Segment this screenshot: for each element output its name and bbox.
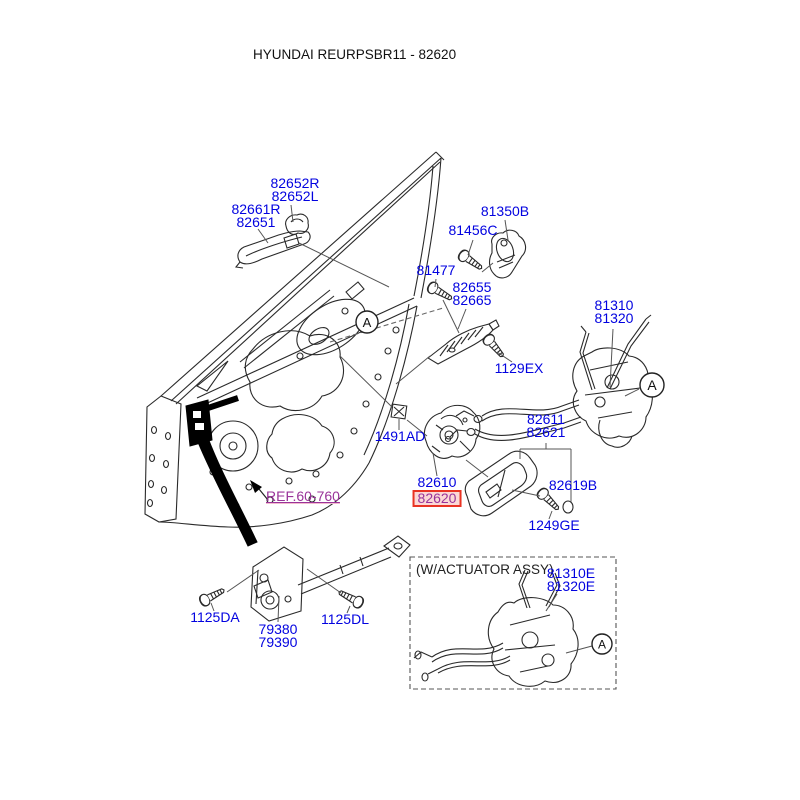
detail-marker-latch — [640, 373, 664, 397]
bolt-1125DL — [336, 587, 365, 610]
part-label-82610-82620[interactable] — [413, 476, 462, 507]
inner-handle-art — [424, 405, 479, 458]
part-code[interactable]: 81310 — [594, 297, 634, 313]
detail-marker-door — [356, 311, 378, 333]
part-label-82652[interactable] — [270, 177, 319, 203]
part-code[interactable]: 82661R — [231, 201, 281, 217]
page-title: HYUNDAI REURPSBR11 - 82620 — [253, 47, 457, 62]
actuator-box-title: (W/ACTUATOR ASSY) — [416, 562, 554, 577]
inner-handle-clip-art — [391, 404, 407, 419]
part-label-1125DL[interactable] — [321, 613, 369, 626]
part-code[interactable]: 81350B — [480, 203, 530, 219]
part-label-79380[interactable] — [259, 623, 298, 649]
part-label-81310[interactable] — [595, 299, 634, 325]
bezel-art — [465, 451, 537, 516]
part-label-1129EX[interactable] — [495, 362, 544, 375]
part-code[interactable]: 79390 — [258, 634, 298, 650]
part-code[interactable]: 81456C — [448, 222, 498, 238]
part-label-82611[interactable] — [527, 413, 566, 439]
screw-81456C — [456, 248, 485, 273]
bolt-1125DA — [198, 585, 227, 608]
part-code[interactable]: 81320E — [546, 578, 596, 594]
part-label-82619B[interactable] — [549, 479, 597, 492]
part-code[interactable]: 82651 — [236, 214, 276, 230]
part-code[interactable]: 82655 — [452, 279, 492, 295]
part-label-82655[interactable] — [453, 281, 492, 307]
screw-81477 — [426, 280, 455, 304]
part-code[interactable]: 82610 — [417, 474, 457, 490]
part-code[interactable]: 82611 — [527, 411, 565, 427]
part-code[interactable]: 82621 — [526, 424, 566, 440]
svg-text:A: A — [597, 637, 607, 652]
part-code[interactable]: 81310E — [546, 565, 596, 581]
part-code[interactable]: 82665 — [452, 292, 492, 308]
part-code[interactable]: 82652R — [270, 175, 320, 191]
door-checker-art — [251, 536, 410, 621]
part-label-1125DA[interactable] — [190, 611, 240, 624]
part-label-81350B[interactable] — [481, 205, 529, 218]
svg-text:A: A — [647, 377, 657, 393]
part-code[interactable]: 1125DL — [320, 611, 370, 627]
part-label-81456C[interactable] — [448, 224, 497, 237]
door-latch-black-art — [186, 398, 257, 546]
part-code[interactable]: 79380 — [258, 621, 298, 637]
ref-link[interactable]: REF.60-760 — [266, 488, 340, 504]
bezel-clip-art — [563, 501, 573, 513]
svg-text:A: A — [362, 315, 372, 330]
outer-handle-art — [236, 231, 310, 268]
part-code[interactable]: 81477 — [416, 262, 456, 278]
detail-marker-actuator — [592, 634, 612, 654]
part-code[interactable]: 81320 — [594, 310, 634, 326]
part-code[interactable]: 1125DA — [190, 609, 240, 625]
part-label-81477[interactable] — [417, 264, 456, 277]
part-code[interactable]: 82652L — [271, 188, 319, 204]
door-panel-art — [145, 152, 444, 527]
part-label-82661[interactable] — [231, 203, 280, 229]
part-code[interactable]: 82619B — [548, 477, 598, 493]
part-code[interactable]: 1249GE — [528, 517, 580, 533]
highlighted-part-code[interactable]: 82620 — [413, 490, 462, 507]
part-label-1491AD[interactable] — [375, 430, 426, 443]
part-label-81310E[interactable] — [547, 567, 595, 593]
part-label-1249GE[interactable] — [528, 519, 579, 532]
part-code[interactable]: 1129EX — [494, 360, 544, 376]
part-code[interactable]: 1491AD — [374, 428, 426, 444]
